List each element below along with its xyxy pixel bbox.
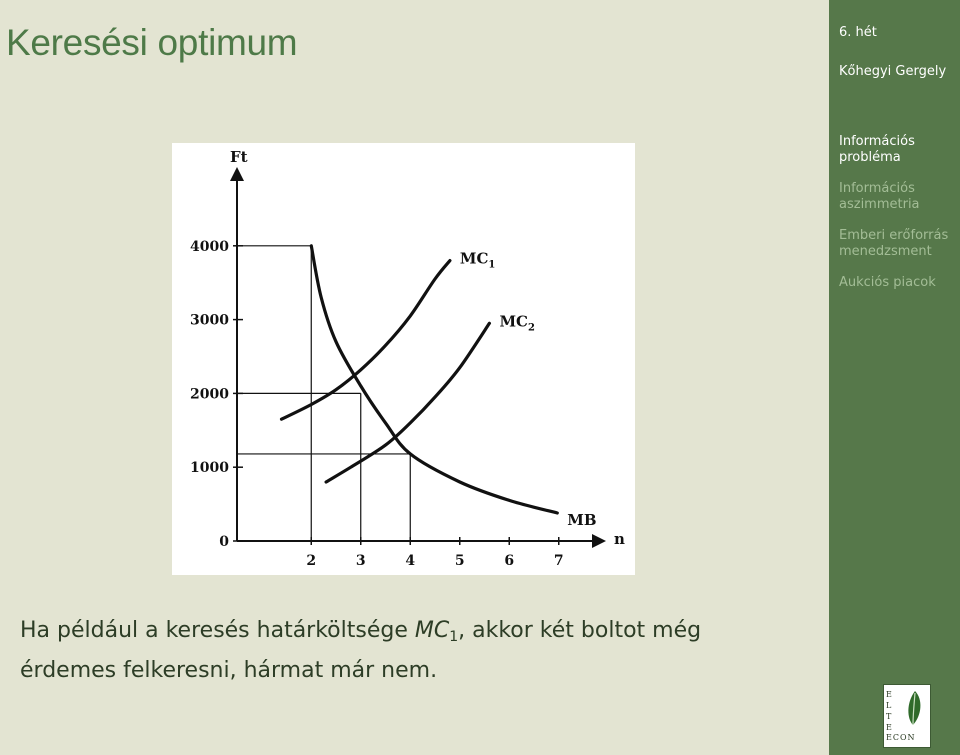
- y-tick-label: 4000: [190, 238, 229, 255]
- logo-letter: E: [886, 723, 892, 732]
- sidebar-week: 6. hét: [839, 25, 877, 40]
- slide-title: Keresési optimum: [6, 22, 298, 63]
- y-tick-label: 2000: [190, 386, 229, 403]
- x-tick-label: 4: [405, 553, 416, 569]
- sidebar-nav: [839, 134, 960, 306]
- logo-letter: L: [886, 701, 892, 710]
- x-tick-label: 2: [306, 553, 317, 569]
- elte-econ-logo: [883, 684, 931, 748]
- leaf-icon: [903, 689, 925, 729]
- x-tick-label: 6: [504, 553, 515, 569]
- logo-letter: T: [886, 712, 892, 721]
- sidebar-author: Kőhegyi Gergely: [839, 64, 947, 79]
- sidebar-item-emberi-eroforras[interactable]: Emberi erőforrás menedzsment: [839, 228, 949, 259]
- curve-mc2: [326, 323, 489, 482]
- x-tick-label: 5: [454, 553, 465, 569]
- y-tick-label: 3000: [190, 312, 229, 329]
- series-label-mb: MB: [567, 510, 597, 529]
- logo-econ-text: ECON: [886, 733, 916, 742]
- x-axis-label: n: [614, 530, 625, 548]
- search-optimum-chart: [172, 143, 635, 575]
- sidebar-item-informacios-aszimmetria[interactable]: Információs aszimmetria: [839, 181, 920, 212]
- axes: [230, 148, 625, 548]
- caption-line2: érdemes felkeresni, hármat már nem.: [20, 658, 438, 683]
- logo-letters: [886, 689, 896, 733]
- caption-mc-label: MC: [414, 618, 450, 643]
- slide-caption: [20, 614, 800, 687]
- series-label-mc2: $MC_2$: [499, 312, 535, 334]
- curves: [282, 246, 597, 529]
- sidebar-item-aukcios-piacok[interactable]: Aukciós piacok: [839, 275, 936, 290]
- caption-part1: Ha például a keresés határköltsége: [20, 618, 415, 643]
- x-tick-label: 3: [355, 553, 366, 569]
- caption-part2: , akkor két boltot még: [458, 618, 702, 643]
- sidebar-item-informacios-problema[interactable]: Információs probléma: [839, 134, 915, 165]
- logo-letter: E: [886, 690, 892, 699]
- y-axis-label: Ft: [230, 148, 248, 166]
- ticks: [190, 239, 564, 569]
- series-label-mc1: $MC_1$: [459, 249, 496, 271]
- y-tick-label: 0: [219, 534, 229, 550]
- x-tick-label: 7: [553, 553, 564, 569]
- y-tick-label: 1000: [190, 460, 229, 477]
- sidebar: [829, 0, 960, 755]
- caption-mc-symbol: [415, 618, 458, 643]
- caption-mc-subscript: 1: [449, 629, 459, 645]
- chart-panel: [172, 143, 635, 575]
- reference-lines: [237, 246, 410, 541]
